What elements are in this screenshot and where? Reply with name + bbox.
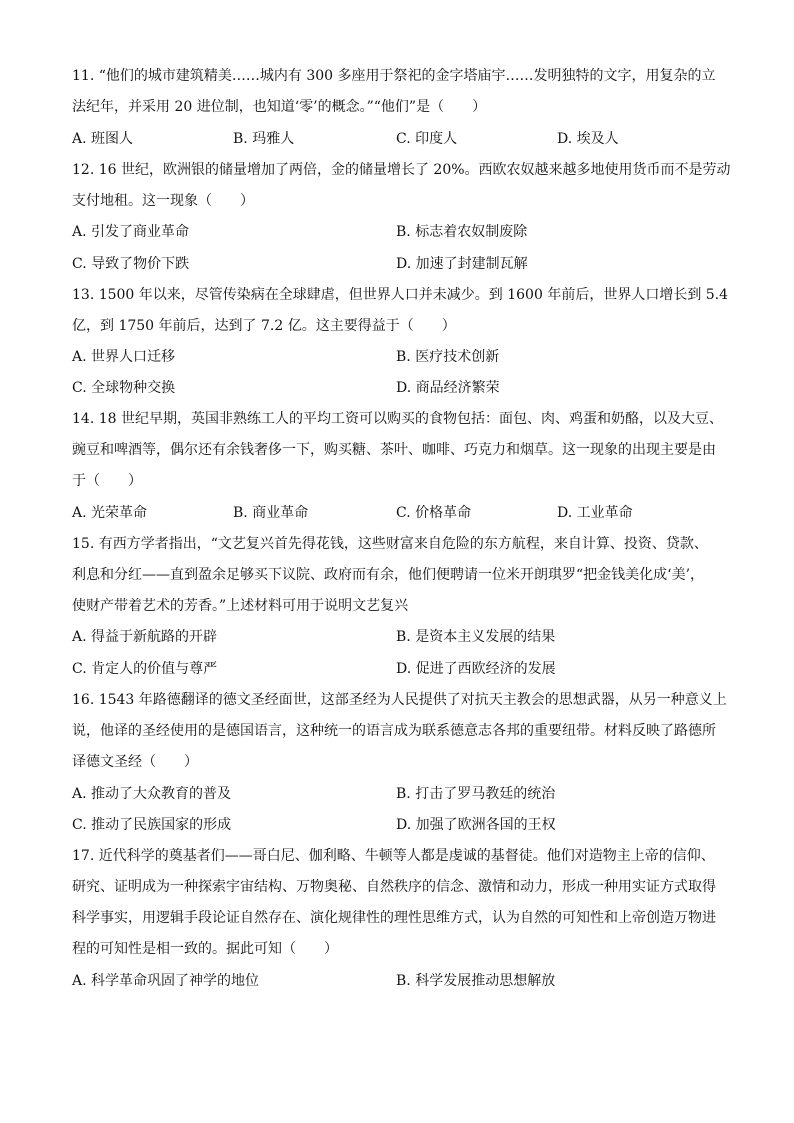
- question-17-stem-line-4: 程的可知性是相一致的。据此可知（ ）: [72, 941, 338, 957]
- question-14-option-b: B. 商业革命: [233, 505, 309, 521]
- question-17-stem-line-2: 研究、证明成为一种探索宇宙结构、万物奥秘、自然秩序的信念、激情和动力，形成一种用实证方式取得: [72, 879, 716, 895]
- question-15-option-c: C. 肯定人的价值与尊严: [72, 661, 218, 677]
- question-12-option-b: B. 标志着农奴制废除: [396, 224, 528, 240]
- question-11-option-c: C. 印度人: [396, 131, 458, 147]
- question-13-stem-line-1: 13. 1500 年以来，尽管传染病在全球肆虐，但世界人口并未减少。到 1600 年前后，世界人口增长到 5.4: [72, 287, 729, 303]
- question-16-stem-line-1: 16. 1543 年路德翻译的德文圣经面世，这部圣经为人民提供了对抗天主教会的思想武器，从另一种意义上: [72, 692, 727, 708]
- question-13-stem-line-2: 亿，到 1750 年前后，达到了 7.2 亿。这主要得益于（ ）: [72, 318, 456, 334]
- question-13-option-d: D. 商品经济繁荣: [396, 380, 500, 396]
- question-17-stem-line-3: 科学事实，用逻辑手段论证自然存在、演化规律性的理性思维方式，认为自然的可知性和上帝创造万物进: [72, 910, 716, 926]
- question-14-option-c: C. 价格革命: [396, 505, 472, 521]
- question-11-option-d: D. 埃及人: [557, 131, 619, 147]
- question-15-stem-line-1: 15. 有西方学者指出，“文艺复兴首先得花钱，这些财富来自危险的东方航程，来自计算、投资、贷款、: [72, 536, 708, 552]
- question-12-option-c: C. 导致了物价下跌: [72, 256, 190, 272]
- question-14-stem-line-2: 豌豆和啤酒等，偶尔还有余钱奢侈一下，购买糖、茶叶、咖啡、巧克力和烟草。这一现象的出现主要是由: [72, 442, 716, 458]
- question-15-option-d: D. 促进了西欧经济的发展: [396, 661, 556, 677]
- question-13-option-b: B. 医疗技术创新: [396, 349, 500, 365]
- question-15-stem-line-3: 使财产带着艺术的芳香。”上述材料可用于说明文艺复兴: [72, 598, 409, 614]
- question-15-option-a: A. 得益于新航路的开辟: [72, 629, 218, 645]
- question-16-stem-line-2: 说，他译的圣经使用的是德国语言，这种统一的语言成为联系德意志各邦的重要纽带。材料反映了路德所: [72, 723, 716, 739]
- question-14-option-a: A. 光荣革命: [72, 505, 148, 521]
- question-11-option-a: A. 班图人: [72, 131, 134, 147]
- question-11-stem-line-1: 11. “他们的城市建筑精美……城内有 300 多座用于祭祀的金字塔庙宇……发明独特的文字，用复杂的立: [72, 68, 716, 84]
- question-12-option-a: A. 引发了商业革命: [72, 224, 190, 240]
- question-13-option-c: C. 全球物种交换: [72, 380, 176, 396]
- question-16-option-c: C. 推动了民族国家的形成: [72, 817, 232, 833]
- question-15-stem-line-2: 利息和分红——直到盈余足够买下议院、政府而有余，他们便聘请一位米开朗琪罗“把金钱美化成‘美’，: [72, 567, 705, 583]
- question-16-option-a: A. 推动了大众教育的普及: [72, 786, 232, 802]
- question-12-stem-line-2: 支付地租。这一现象（ ）: [72, 193, 254, 209]
- question-16-option-d: D. 加强了欧洲各国的王权: [396, 817, 556, 833]
- question-12-option-d: D. 加速了封建制瓦解: [396, 256, 528, 272]
- question-17-option-b: B. 科学发展推动思想解放: [396, 973, 556, 989]
- question-17-stem-line-1: 17. 近代科学的奠基者们——哥白尼、伽利略、牛顿等人都是虔诚的基督徒。他们对造物主上帝的信仰、: [72, 848, 715, 864]
- question-15-option-b: B. 是资本主义发展的结果: [396, 629, 556, 645]
- question-11-option-b: B. 玛雅人: [233, 131, 295, 147]
- question-17-option-a: A. 科学革命巩固了神学的地位: [72, 973, 260, 989]
- question-14-stem-line-1: 14. 18 世纪早期，英国非熟练工人的平均工资可以购买的食物包括：面包、肉、鸡蛋和奶酪，以及大豆、: [72, 411, 723, 427]
- question-16-option-b: B. 打击了罗马教廷的统治: [396, 786, 556, 802]
- question-14-option-d: D. 工业革命: [557, 505, 633, 521]
- question-11-stem-line-2: 法纪年，并采用 20 进位制，也知道‘零’的概念。”“他们”是（ ）: [72, 99, 487, 115]
- question-12-stem-line-1: 12. 16 世纪，欧洲银的储量增加了两倍，金的储量增长了 20%。西欧农奴越来越多地使用货币而不是劳动: [72, 162, 731, 178]
- question-16-stem-line-3: 译德文圣经（ ）: [72, 754, 198, 770]
- question-14-stem-line-3: 于（ ）: [72, 473, 142, 489]
- question-13-option-a: A. 世界人口迁移: [72, 349, 176, 365]
